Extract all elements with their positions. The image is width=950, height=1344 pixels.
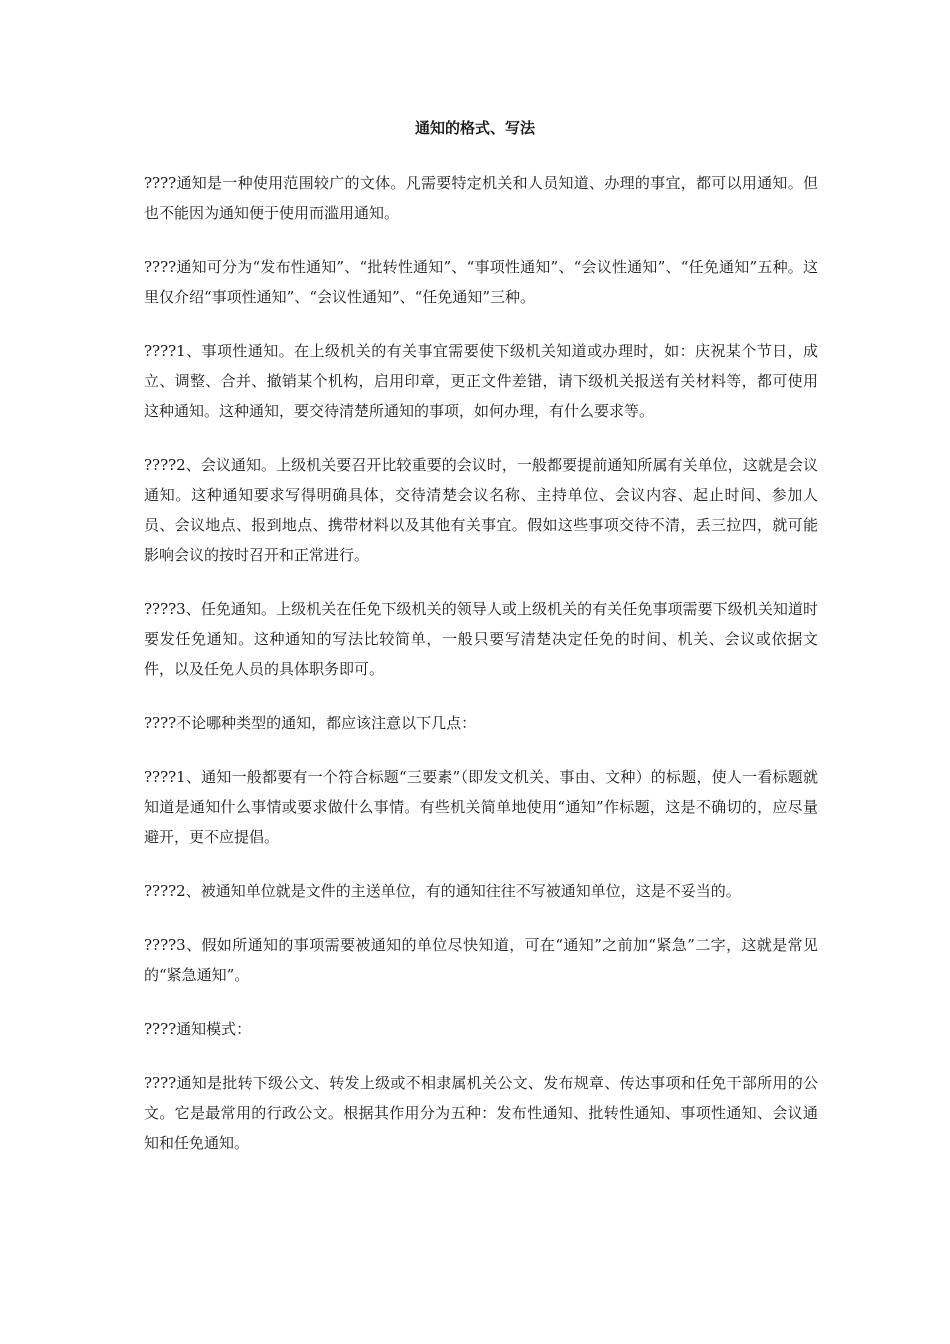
paragraph-types: ????通知可分为“发布性通知”、“批转性通知”、“事项性通知”、“会议性通知”、“任免通知”五种。这里仅介绍“事项性通知”、“会议性通知”、“任免通知”三种。: [144, 258, 818, 306]
paragraph-template-heading: ????通知模式：: [144, 1020, 252, 1038]
paragraph-points-intro: ????不论哪种类型的通知，都应该注意以下几点：: [144, 714, 477, 732]
paragraph-point-3: ????3、假如所通知的事项需要被通知的单位尽快知道，可在“通知”之前加“紧急”二字，这就是常见的“紧急通知”。: [144, 936, 818, 984]
document-body: [144, 168, 818, 1182]
document-title: 通知的格式、写法: [414, 119, 535, 137]
paragraph-point-2: ????2、被通知单位就是文件的主送单位，有的通知往往不写被通知单位，这是不妥当的。: [144, 882, 741, 900]
paragraph-matter-notice: ????1、事项性通知。在上级机关的有关事宜需要使下级机关知道或办理时，如：庆祝某个节日，成立、调整、合并、撤销某个机构，启用印章，更正文件差错，请下级机关报送有关材料等，都可使用这种通知。这种通知，要交待清楚所通知的事项，如何办理，有什么要求等。: [144, 342, 818, 420]
paragraph-meeting-notice: ????2、会议通知。上级机关要召开比较重要的会议时，一般都要提前通知所属有关单位，这就是会议通知。这种通知要求写得明确具体，交待清楚会议名称、主持单位、会议内容、起止时间、参加人员、会议地点、报到地点、携带材料以及其他有关事宜。假如这些事项交待不清，丢三拉四，就可能影响会议的按时召开和正常进行。: [144, 456, 818, 564]
paragraph-intro: ????通知是一种使用范围较广的文体。凡需要特定机关和人员知道、办理的事宜，都可以用通知。但也不能因为通知便于使用而滥用通知。: [144, 174, 818, 222]
paragraph-point-1: ????1、通知一般都要有一个符合标题“三要素”（即发文机关、事由、文种）的标题，使人一看标题就知道是通知什么事情或要求做什么事情。有些机关简单地使用“通知”作标题，这是不确切的，应尽量避开，更不应提倡。: [144, 768, 818, 846]
paragraph-template-body: ????通知是批转下级公文、转发上级或不相隶属机关公文、发布规章、传达事项和任免干部所用的公文。它是最常用的行政公文。根据其作用分为五种：发布性通知、批转性通知、事项性通知、会议通知和任免通知。: [144, 1074, 818, 1152]
paragraph-appointment-notice: ????3、任免通知。上级机关在任免下级机关的领导人或上级机关的有关任免事项需要下级机关知道时要发任免通知。这种通知的写法比较简单，一般只要写清楚决定任免的时间、机关、会议或依据文件，以及任免人员的具体职务即可。: [144, 600, 818, 678]
